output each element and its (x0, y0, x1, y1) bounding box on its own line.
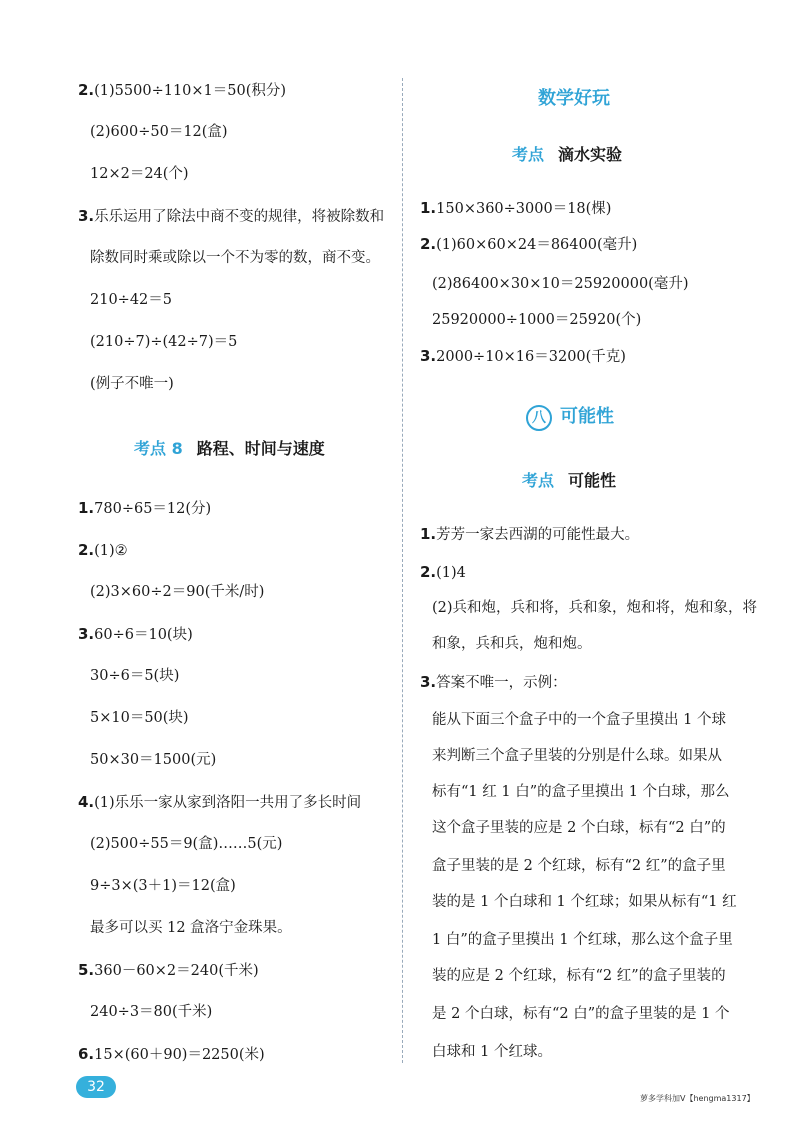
answer-line: 2.(1)60×60×24＝86400(毫升) (420, 235, 638, 253)
answer-line: 3.答案不唯一，示例： (420, 673, 567, 691)
answer-line: 12×2＝24(个) (90, 166, 189, 182)
answer-line: (例子不唯一) (90, 376, 174, 392)
answer-line: 1 白”的盒子里摸出 1 个红球，那么这个盒子里 (432, 932, 733, 948)
section-title: 可能性 (568, 471, 617, 490)
answer-line: (2)500÷55＝9(盒)……5(元) (90, 836, 283, 852)
section-tag: 考点 8 (134, 439, 183, 458)
answer-line: 白球和 1 个红球。 (432, 1044, 552, 1060)
section-tag: 考点 (522, 471, 555, 490)
answer-line: 5×10＝50(块) (90, 710, 189, 726)
unit-number-badge: 八 (526, 405, 552, 431)
chapter-title: 数学好玩 (538, 88, 610, 109)
watermark: 萝多学科加V【hengma1317】 (640, 1094, 755, 1103)
section-tag: 考点 (512, 145, 545, 164)
answer-line: (2)600÷50＝12(盒) (90, 124, 228, 140)
answer-line: 2.(1)4 (420, 563, 466, 581)
answer-line: (2)86400×30×10＝25920000(毫升) (432, 276, 689, 292)
unit-title: 可能性 (560, 406, 614, 427)
section-heading-probability (522, 468, 616, 491)
answer-line: 装的应是 2 个红球，标有“2 红”的盒子里装的 (432, 968, 726, 984)
answer-line: 2.(1)5500÷110×1＝50(积分) (78, 81, 287, 99)
answer-line: 210÷42＝5 (90, 292, 173, 308)
answer-line: 和象，兵和兵，炮和炮。 (432, 636, 592, 652)
answer-line: (2)兵和炮，兵和将，兵和象，炮和将，炮和象，将 (432, 600, 758, 616)
answer-line: (210÷7)÷(42÷7)＝5 (90, 334, 238, 350)
answer-line: 盒子里装的是 2 个红球，标有“2 红”的盒子里 (432, 858, 726, 874)
answer-line: 最多可以买 12 盒洛宁金珠果。 (90, 920, 292, 936)
section-heading-8 (134, 436, 325, 459)
answer-line: 能从下面三个盒子中的一个盒子里摸出 1 个球 (432, 712, 726, 728)
column-divider (402, 78, 403, 1063)
answer-line: 4.(1)乐乐一家从家到洛阳一共用了多长时间 (78, 793, 362, 811)
answer-line: (2)3×60÷2＝90(千米/时) (90, 584, 265, 600)
unit-heading (526, 402, 614, 431)
answer-line: 30÷6＝5(块) (90, 668, 180, 684)
answer-line: 这个盒子里装的应是 2 个白球，标有“2 白”的 (432, 820, 726, 836)
section-title: 路程、时间与速度 (196, 439, 325, 458)
answer-line: 标有“1 红 1 白”的盒子里摸出 1 个白球，那么 (432, 784, 730, 800)
section-heading-water (512, 142, 622, 165)
section-title: 滴水实验 (558, 145, 623, 164)
answer-line: 装的是 1 个白球和 1 个红球；如果从标有“1 红 (432, 894, 737, 910)
answer-line: 3.60÷6＝10(块) (78, 625, 193, 643)
page-number-badge: 32 (76, 1076, 116, 1098)
answer-line: 3.2000÷10×16＝3200(千克) (420, 347, 626, 365)
answer-line: 3.乐乐运用了除法中商不变的规律，将被除数和 (78, 207, 385, 225)
answer-line: 9÷3×(3＋1)＝12(盒) (90, 878, 236, 894)
answer-line: 240÷3＝80(千米) (90, 1004, 213, 1020)
answer-line: 来判断三个盒子里装的分别是什么球。如果从 (432, 748, 722, 764)
answer-line: 是 2 个白球，标有“2 白”的盒子里装的是 1 个 (432, 1006, 730, 1022)
answer-line: 1.芳芳一家去西湖的可能性最大。 (420, 525, 640, 543)
answer-line: 2.(1)② (78, 541, 128, 559)
answer-line: 除数同时乘或除以一个不为零的数，商不变。 (90, 250, 380, 266)
answer-line: 1.780÷65＝12(分) (78, 499, 212, 517)
answer-line: 5.360－60×2＝240(千米) (78, 961, 259, 979)
answer-line: 6.15×(60＋90)＝2250(米) (78, 1045, 265, 1063)
answer-line: 25920000÷1000＝25920(个) (432, 312, 642, 328)
answer-line: 50×30＝1500(元) (90, 752, 217, 768)
answer-line: 1.150×360÷3000＝18(棵) (420, 199, 612, 217)
